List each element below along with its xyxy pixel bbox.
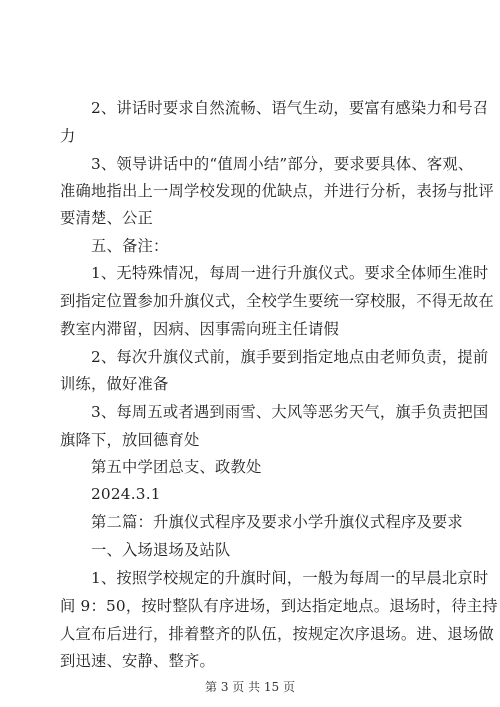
paragraph-line: 到迅速、安静、整齐。 [60,652,215,670]
paragraph-line: 1、无特殊情况，每周一进行升旗仪式。要求全体师生准时 [91,264,489,282]
paragraph-line: 到指定位置参加升旗仪式，全校学生要统一穿校服，不得无故在 [60,292,494,310]
page-footer: 第 3 页 共 15 页 [205,680,295,694]
section-heading: 一、入场退场及站队 [91,541,231,559]
paragraph-line: 2、每次升旗仪式前，旗手要到指定地点由老师负责，提前 [91,348,489,366]
section-title: 第二篇：升旗仪式程序及要求小学升旗仪式程序及要求 [91,513,463,531]
paragraph-line: 准确地指出上一周学校发现的优缺点，并进行分析，表扬与批评 [60,182,494,200]
paragraph-line: 1、按照学校规定的升旗时间，一般为每周一的早晨北京时 [91,569,489,587]
date-line: 2024.3.1 [91,485,161,503]
paragraph-line: 教室内滞留，因病、因事需向班主任请假 [60,320,339,338]
paragraph-line: 3、领导讲话中的“值周小结”部分，要求要具体、客观、 [91,155,474,173]
paragraph-line: 人宣布后进行，排着整齐的队伍，按规定次序退场。进、退场做 [60,625,494,643]
paragraph-line: 旗降下，放回德育处 [60,431,200,449]
paragraph-line: 3、每周五或者遇到雨雪、大风等恶劣天气，旗手负责把国 [91,403,489,421]
signature-line: 第五中学团总支、政教处 [91,458,262,476]
paragraph-line: 2、讲话时要求自然流畅、语气生动，要富有感染力和号召 [91,99,489,117]
paragraph-line: 训练，做好准备 [60,375,169,393]
section-heading: 五、备注： [91,237,169,255]
paragraph-line: 力 [60,127,76,145]
paragraph-line: 间 9：50，按时整队有序进场，到达指定地点。退场时，待主持 [60,597,498,615]
paragraph-line: 要清楚、公正 [60,209,153,227]
